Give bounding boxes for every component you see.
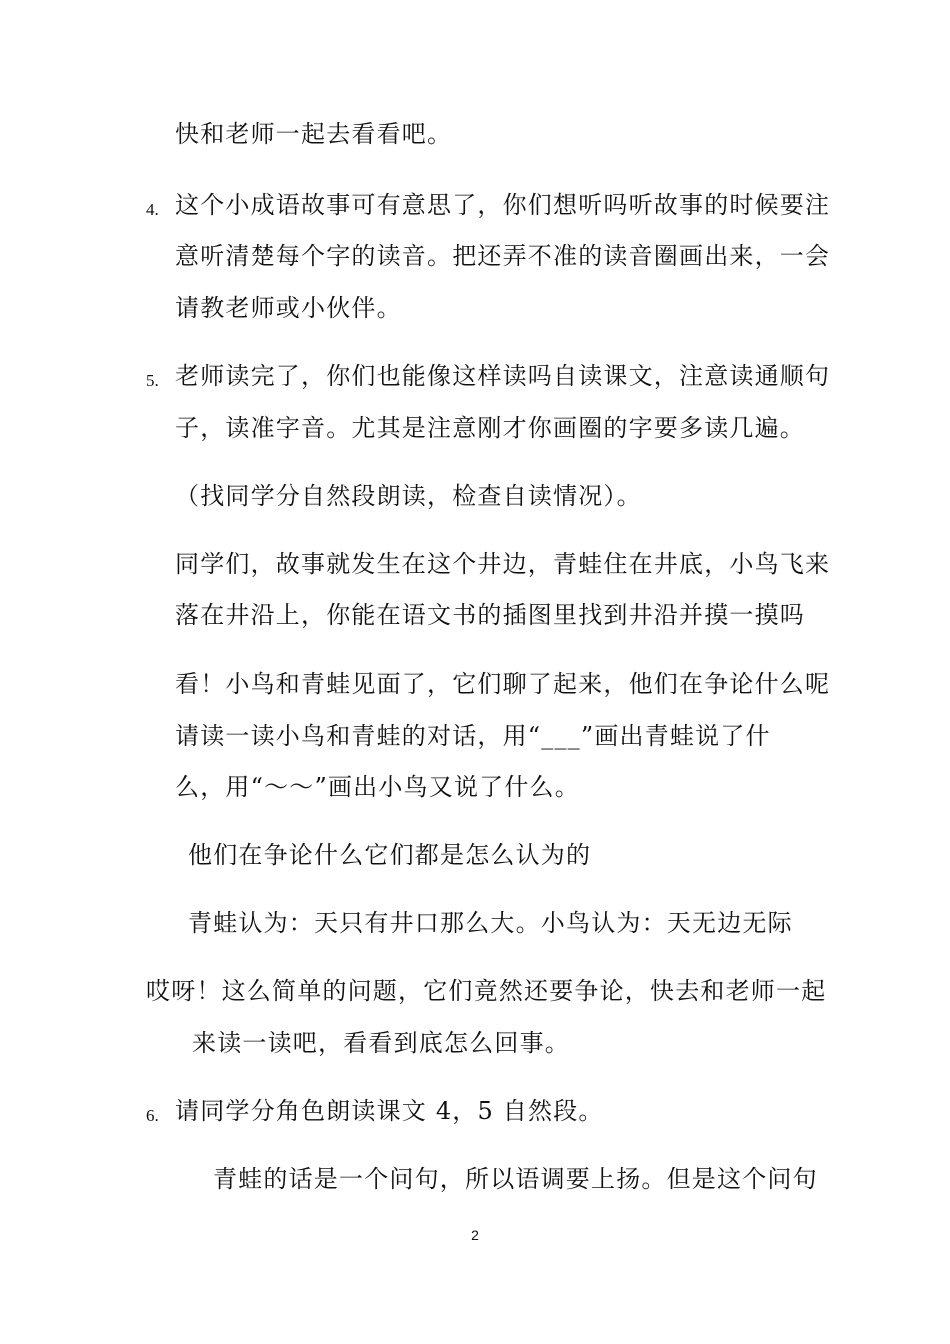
text-line: 来读一读吧，看看到底怎么回事。 bbox=[192, 1029, 570, 1057]
list-number: 6. bbox=[146, 1106, 159, 1125]
text-line: 哎呀！这么简单的问题，它们竟然还要争论，快去和老师一起 bbox=[146, 977, 827, 1005]
text-line: 看！小鸟和青蛙见面了，它们聊了起来，他们在争论什么呢 bbox=[175, 670, 831, 698]
text-line: 青蛙认为：天只有井口那么大。小鸟认为：天无边无际 bbox=[188, 909, 793, 937]
text-line: 意听清楚每个字的读音。把还弄不准的读音圈画出来，一会 bbox=[175, 242, 831, 270]
text-line: 这个小成语故事可有意思了，你们想听吗听故事的时候要注 bbox=[175, 191, 831, 219]
page-number: 2 bbox=[471, 1227, 479, 1243]
list-number: 4. bbox=[146, 200, 159, 219]
text-line: 青蛙的话是一个问句，所以语调要上扬。但是这个问句 bbox=[213, 1165, 818, 1193]
text-line: （找同学分自然段朗读，检查自读情况）。 bbox=[175, 482, 642, 510]
text-line: 同学们，故事就发生在这个井边，青蛙住在井底，小鸟飞来 bbox=[175, 550, 831, 578]
text-line: 子，读准字音。尤其是注意刚才你画圈的字要多读几遍。 bbox=[175, 414, 805, 442]
text-line: 落在井沿上，你能在语文书的插图里找到井沿并摸一摸吗 bbox=[175, 601, 805, 629]
text-line: 老师读完了，你们也能像这样读吗自读课文，注意读通顺句 bbox=[175, 362, 831, 390]
text-line: 请教老师或小伙伴。 bbox=[175, 294, 402, 322]
text-line: 请读一读小鸟和青蛙的对话，用“___”画出青蛙说了什 bbox=[175, 722, 771, 750]
text-line: 么，用“～～”画出小鸟又说了什么。 bbox=[175, 773, 580, 801]
list-number: 5. bbox=[146, 371, 159, 390]
text-line: 他们在争论什么它们都是怎么认为的 bbox=[188, 841, 592, 869]
text-line: 请同学分角色朗读课文 4，5 自然段。 bbox=[175, 1097, 604, 1125]
text-line: 快和老师一起去看看吧。 bbox=[175, 120, 453, 148]
